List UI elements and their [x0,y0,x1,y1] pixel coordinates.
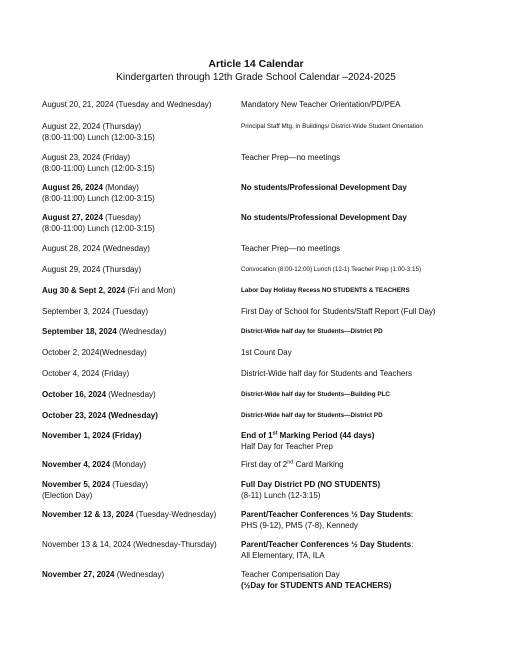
date-text: (Tuesday) [110,480,148,489]
event-text: End of 1 [241,431,273,440]
date-text: October 4, 2024 (Friday) [42,369,130,378]
event-text: First day of 2 [241,460,288,469]
date-text: August 28, 2024 (Wednesday) [42,244,150,253]
event-cell [241,152,501,163]
event-text: Teacher Compensation Day [241,570,340,579]
event-cell [241,430,501,452]
event-cell [241,569,501,591]
event-cell [241,368,501,379]
date-bold: August 26, 2024 [42,183,103,192]
event-cell [241,182,501,193]
date-text: (Monday) [102,183,139,192]
date-cell [42,212,237,234]
date-bold: October 23, 2024 (Wednesday) [42,411,158,420]
date-text: August 20, 21, 2024 (Tuesday and Wednesday) [42,100,212,109]
event-text: 1st Count Day [241,348,292,357]
date-cell [42,243,237,254]
event-cell [241,306,501,317]
event-text: Convocation (8:00-12:00) Lunch (12-1) Teacher Prep (1:00-3:15) [241,266,422,273]
event-cell [241,264,501,275]
calendar-subtitle: Kindergarten through 12th Grade School Calendar –2024-2025 [116,72,396,83]
date-cell [42,99,237,110]
event-cell [241,121,501,132]
event-superscript: st [272,430,278,437]
date-cell [42,410,237,421]
date-text: August 29, 2024 (Thursday) [42,265,142,274]
date-cell [42,264,237,275]
date-cell [42,459,237,470]
event-cell [241,410,501,421]
event-colon: : [411,510,414,519]
event-cell [241,539,501,561]
event-cell [241,243,501,254]
event-cell [241,212,501,223]
date-cell [42,430,237,441]
calendar-title: Article 14 Calendar [208,58,304,70]
calendar-header [0,58,512,84]
event-superscript: nd [287,459,294,466]
date-cell [42,509,237,520]
event-text: Card Marking [293,460,344,469]
date-bold: November 4, 2024 [42,460,111,469]
date-text: October 2, 2024(Wednesday) [42,348,147,357]
date-text: November 13 & 14, 2024 (Wednesday-Thursday) [42,540,217,549]
event-text: Teacher Prep—no meetings [241,153,341,162]
date-cell [42,569,237,580]
date-text: August 22, 2024 (Thursday) [42,122,142,131]
event-detail: (8-11) Lunch (12-3:15) [241,491,321,500]
date-cell [42,285,237,296]
event-text: Full Day District PD (NO STUDENTS) [241,480,381,489]
event-cell [241,326,501,337]
event-text: Marking Period (44 days) [277,431,375,440]
date-bold: November 12 & 13, 2024 [42,510,134,519]
event-text: No students/Professional Development Day [241,183,407,192]
date-cell [42,389,237,400]
date-bold: November 1, 2024 (Friday) [42,431,142,440]
date-text: August 23, 2024 (Friday) [42,153,131,162]
event-text: No students/Professional Development Day [241,213,407,222]
date-time-detail: (Election Day) [42,491,93,500]
event-detail: All Elementary, ITA, ILA [241,551,325,560]
event-text: First Day of School for Students/Staff Report (Full Day) [241,307,436,316]
date-cell [42,326,237,337]
date-time-detail: (8:00-11:00) Lunch (12:00-3:15) [42,194,155,203]
event-detail: (½Day for STUDENTS AND TEACHERS) [241,581,392,590]
event-detail: Half Day for Teacher Prep [241,442,333,451]
event-text: Principal Staff Mtg. in Buildings/ District-Wide Student Orientation [241,123,423,130]
date-text: (Tuesday-Wednesday) [133,510,217,519]
date-bold: September 18, 2024 [42,327,117,336]
event-text: Parent/Teacher Conferences ½ Day Students [241,540,412,549]
event-colon: : [411,540,414,549]
date-bold: November 27, 2024 [42,570,115,579]
event-cell [241,285,501,296]
date-text: (Monday) [110,460,147,469]
event-cell [241,347,501,358]
event-cell [241,459,501,470]
event-text: Mandatory New Teacher Orientation/PD/PEA [241,100,401,109]
event-cell [241,389,501,400]
date-text: (Wednesday) [114,570,165,579]
event-text: Parent/Teacher Conferences ½ Day Students [241,510,412,519]
date-text: (Wednesday) [116,327,167,336]
date-time-detail: (8:00-11:00) Lunch (12:00-3:15) [42,224,155,233]
date-bold: October 16, 2024 [42,390,107,399]
date-time-detail: (8:00-11:00) Lunch (12:00-3:15) [42,133,155,142]
event-cell [241,509,501,531]
event-text: Teacher Prep—no meetings [241,244,341,253]
event-text: District-Wide half day for Students—District PD [241,328,383,335]
event-text: District-Wide half day for Students—Building PLC [241,391,390,398]
date-cell [42,479,237,501]
event-detail: PHS (9-12), PMS (7-8), Kennedy [241,521,358,530]
date-bold: Aug 30 & Sept 2, 2024 [42,286,126,295]
date-cell [42,152,237,174]
date-cell [42,306,237,317]
event-text: District-Wide half day for Students and Teachers [241,369,413,378]
date-text: (Tuesday) [102,213,141,222]
date-cell [42,539,237,550]
date-bold: November 5, 2024 [42,480,111,489]
date-text: (Fri and Mon) [125,286,176,295]
date-bold: August 27, 2024 [42,213,103,222]
event-cell [241,479,501,501]
date-cell [42,121,237,143]
date-cell [42,347,237,358]
event-text: District-Wide half day for Students—District PD [241,412,383,419]
event-cell [241,99,501,110]
date-text: September 3, 2024 (Tuesday) [42,307,148,316]
date-cell [42,368,237,379]
event-text: Labor Day Holiday Recess NO STUDENTS & TEACHERS [241,287,410,294]
date-time-detail: (8:00-11:00) Lunch (12:00-3:15) [42,164,155,173]
date-text: (Wednesday) [106,390,156,399]
date-cell [42,182,237,204]
